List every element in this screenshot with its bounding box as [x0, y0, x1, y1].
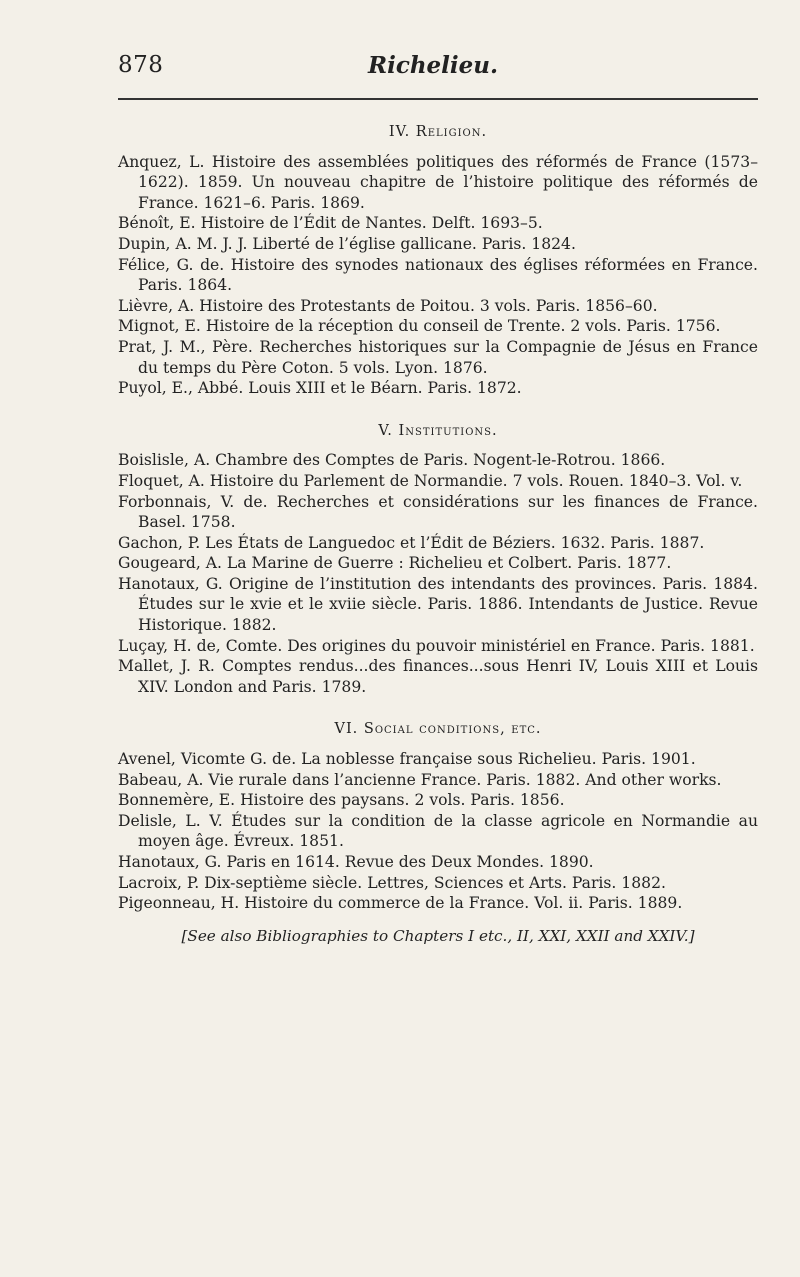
section-heading: V. Institutions. [378, 422, 498, 439]
bibliography-entry: Bonnemère, E. Histoire des paysans. 2 vols. Paris. 1856. [118, 791, 565, 810]
bibliography-entry: Lièvre, A. Histoire des Protestants de Poitou. 3 vols. Paris. 1856–60. [118, 296, 658, 315]
bibliography-entry: Anquez, L. Histoire des assemblées politiques des réformés de France (1573–1622). 1859. Un nouveau chapitre de l’histoire politique des réformés de France. 1621–6. Paris. 1869. [118, 152, 758, 212]
bibliography-entry: Delisle, L. V. Études sur la condition de la classe agricole en Normandie au moyen âge. Évreux. 1851. [118, 811, 758, 851]
bibliography-entry: Hanotaux, G. Origine de l’institution des intendants des provinces. Paris. 1884. Études sur le xvie et le xviie siècle. Paris. 1886. Intendants de Justice. Revue Historique. 1882. [118, 574, 758, 635]
bibliography-entry: Prat, J. M., Père. Recherches historiques sur la Compagnie de Jésus en France du temps du Père Coton. 5 vols. Lyon. 1876. [118, 337, 758, 377]
page-header [108, 52, 758, 92]
bibliography-entry: Boislisle, A. Chambre des Comptes de Paris. Nogent-le-Rotrou. 1866. [118, 451, 666, 470]
see-also-note: [See also Bibliographies to Chapters I etc., II, XXI, XXII and XXIV.] [181, 926, 695, 945]
running-title: Richelieu. [367, 52, 499, 79]
bibliography-entry: Gachon, P. Les États de Languedoc et l’Édit de Béziers. 1632. Paris. 1887. [118, 533, 705, 552]
bibliography-entry: Hanotaux, G. Paris en 1614. Revue des Deux Mondes. 1890. [118, 853, 594, 871]
bibliography-entry: Luçay, H. de, Comte. Des origines du pouvoir ministériel en France. Paris. 1881. [118, 636, 755, 655]
bibliography-entry: Puyol, E., Abbé. Louis XIII et le Béarn. Paris. 1872. [118, 379, 522, 398]
bibliography-entry: Bénoît, E. Histoire de l’Édit de Nantes. Delft. 1693–5. [118, 214, 543, 233]
bibliography-entry: Gougeard, A. La Marine de Guerre : Richelieu et Colbert. Paris. 1877. [118, 554, 672, 573]
bibliography-entry: Mallet, J. R. Comptes rendus...des finances...sous Henri IV, Louis XIII et Louis XIV. London and Paris. 1789. [118, 657, 758, 696]
bibliography-entry: Avenel, Vicomte G. de. La noblesse française sous Richelieu. Paris. 1901. [118, 750, 696, 769]
section-heading: VI. Social conditions, etc. [334, 721, 542, 738]
bibliography-content [118, 122, 758, 946]
header-rule [118, 98, 758, 100]
bibliography-entry: Forbonnais, V. de. Recherches et considérations sur les finances de France. Basel. 1758. [118, 492, 758, 532]
bibliography-entry: Mignot, E. Histoire de la réception du conseil de Trente. 2 vols. Paris. 1756. [118, 317, 721, 336]
bibliography-entry: Félice, G. de. Histoire des synodes nationaux des églises réformées en France. Paris. 1864. [118, 255, 758, 295]
section-heading: IV. Religion. [388, 124, 488, 140]
bibliography-entry: Dupin, A. M. J. J. Liberté de l’église gallicane. Paris. 1824. [118, 234, 576, 253]
section-social-conditions [118, 719, 758, 913]
bibliography-entry: Floquet, A. Histoire du Parlement de Normandie. 7 vols. Rouen. 1840–3. Vol. v. [118, 471, 743, 490]
section-institutions [118, 421, 758, 698]
page-number: 878 [118, 52, 164, 78]
bibliography-entry: Lacroix, P. Dix-septième siècle. Lettres, Sciences et Arts. Paris. 1882. [118, 873, 666, 892]
bibliography-entry: Pigeonneau, H. Histoire du commerce de la France. Vol. ii. Paris. 1889. [118, 894, 683, 913]
bibliography-entry: Babeau, A. Vie rurale dans l’ancienne France. Paris. 1882. And other works. [118, 770, 722, 789]
section-religion [118, 122, 758, 399]
